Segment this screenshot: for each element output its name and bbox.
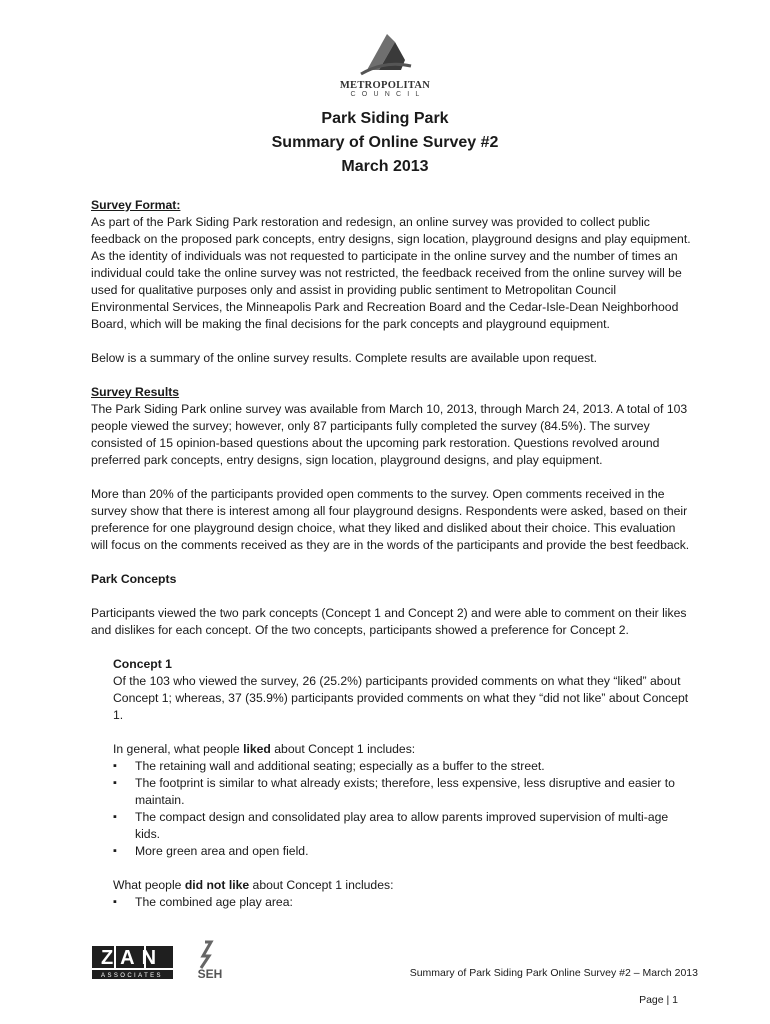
- liked-list: [113, 758, 691, 860]
- document-date: March 2013: [341, 158, 429, 175]
- footer-text: Summary of Park Siding Park Online Survey #2 – March 2013: [409, 967, 698, 979]
- seh-logo: [195, 938, 225, 980]
- page-number: Page | 1: [639, 994, 678, 1006]
- svg-text:SEH: SEH: [197, 967, 223, 980]
- metropolitan-council-logo: [330, 30, 440, 102]
- summary-note-paragraph: Below is a summary of the online survey results. Complete results are available upon request.: [91, 351, 598, 365]
- liked-intro: In general, what people liked about Concept 1 includes:: [113, 742, 416, 756]
- logo-name: METROPOLITAN: [339, 80, 431, 91]
- list-item: ▪ More green area and open field.: [113, 843, 691, 860]
- survey-format-paragraph: As part of the Park Siding Park restoration and redesign, an online survey was provided to collect public feedback on the proposed park concepts, entry designs, sign location, playground designs and play equipment. As the identity of individuals was not requested to participate in the online survey and the number of times an individual could take the online survey was not restricted, the feedback received from the online survey will be used for qualitative purposes only and assist in providing public sentiment to Metropolitan Council Environmental Services, the Minneapolis Park and Recreation Board and the Cedar-Isle-Dean Neighborhood Board, which will be making the final decisions for the park concepts and playground equipment.: [91, 215, 691, 331]
- document-body: [91, 197, 691, 911]
- document-subtitle: Summary of Online Survey #2: [271, 134, 499, 151]
- list-item: ▪ The retaining wall and additional seating; especially as a buffer to the street.: [113, 758, 691, 775]
- concept1-heading: Concept 1: [113, 657, 172, 671]
- document-title: Park Siding Park: [321, 110, 449, 127]
- survey-format-heading: Survey Format:: [91, 198, 181, 212]
- survey-results-paragraph: The Park Siding Park online survey was available from March 10, 2013, through March 24, 2013. A total of 103 people viewed the survey; however, only 87 participants fully completed the survey (84.5%). The survey consisted of 15 opinion-based questions about the upcoming park restoration. Questions revolved around preferred park concepts, entry designs, sign location, playground designs, and play equipment.: [91, 402, 688, 467]
- list-item: ▪ The footprint is similar to what already exists; therefore, less expensive, less disruptive and easier to maintain.: [113, 775, 691, 809]
- park-concepts-heading: Park Concepts: [91, 572, 177, 586]
- disliked-intro: What people did not like about Concept 1 includes:: [113, 878, 394, 892]
- open-comments-paragraph: More than 20% of the participants provided open comments to the survey. Open comments received in the survey show that there is interest among all four playground designs. Respondents were asked, based on their preference for one playground design choice, what they liked and disliked about their choice. This evaluation will focus on the comments received as they are in the words of the participants and provide the best feedback.: [91, 487, 690, 552]
- list-item: ▪ The compact design and consolidated play area to allow parents improved supervision of multi-age kids.: [113, 809, 691, 843]
- concept1-paragraph: Of the 103 who viewed the survey, 26 (25.2%) participants provided comments on what they “liked” about Concept 1; whereas, 37 (35.9%) participants provided comments on what they “did not like” about Concept 1.: [113, 674, 689, 722]
- park-concepts-paragraph: Participants viewed the two park concepts (Concept 1 and Concept 2) and were able to comment on their likes and dislikes for each concept. Of the two concepts, participants showed a preference for Concept 2.: [91, 606, 687, 637]
- svg-text:ZAN: ZAN: [100, 947, 164, 969]
- list-item: ▪ The combined age play area:: [113, 894, 691, 911]
- survey-results-heading: Survey Results: [91, 385, 180, 399]
- zan-associates-logo: [90, 942, 175, 980]
- page-footer: [0, 938, 770, 1024]
- svg-text:ASSOCIATES: ASSOCIATES: [101, 973, 163, 979]
- logo-mark-icon: [357, 30, 413, 80]
- logo-subtitle: COUNCIL: [350, 91, 426, 98]
- disliked-list: [113, 894, 691, 911]
